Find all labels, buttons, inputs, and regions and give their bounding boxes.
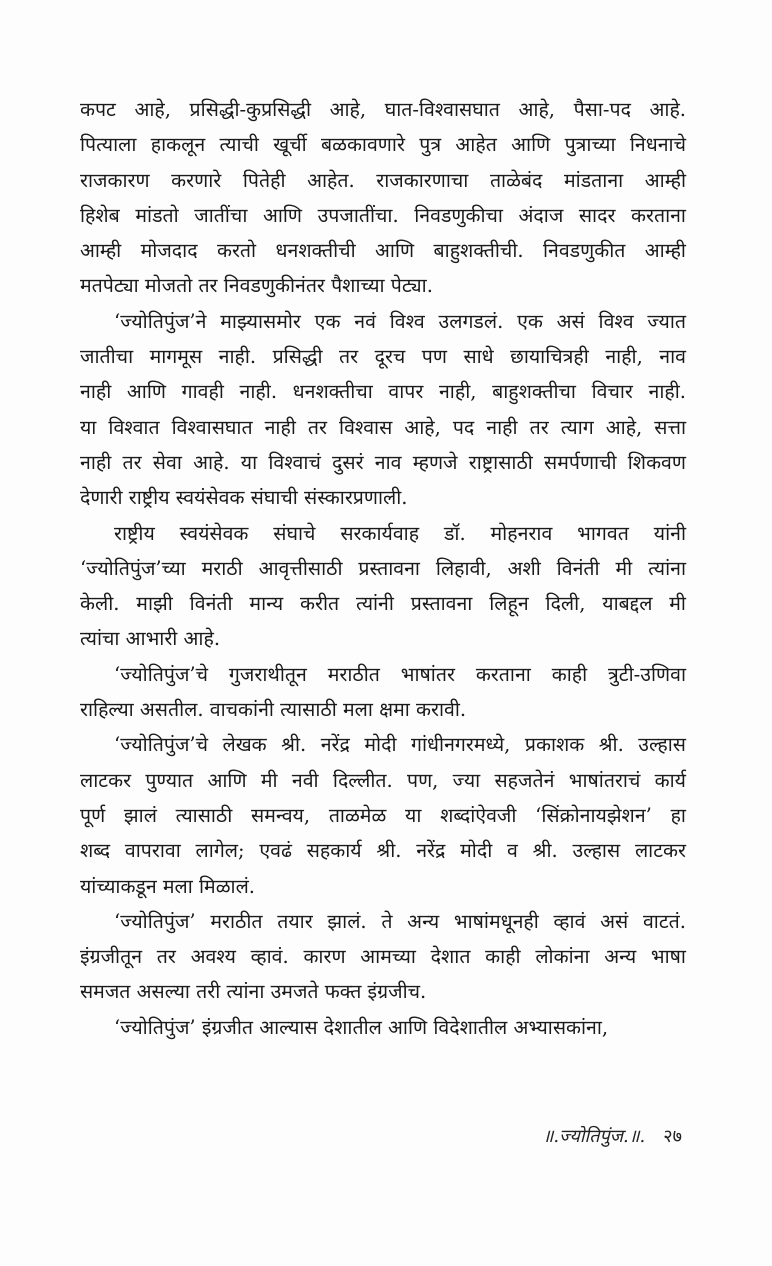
text-line: समजत असल्या तरी त्यांना उमजते फक्त इंग्रजीच. [80,980,427,1004]
body-text [80,92,686,1045]
text-line: लाटकर पुण्यात आणि मी नवी दिल्लीत. पण, ज्या सहजतेनं भाषांतराचं कार्य [80,768,686,792]
text-line: मतपेट्या मोजतो तर निवडणुकीनंतर पैशाच्या पेट्या. [80,274,433,298]
text-line: ‘ज्योतिपुंज’ मराठीत तयार झालं. ते अन्य भाषांमधूनही व्हावं असं वाटतं. [114,909,686,933]
text-line: केली. माझी विनंती मान्य करीत त्यांनी प्रस्तावना लिहून दिली, याबद्दल मी [80,592,686,616]
text-line: हिशेब मांडतो जातींचा आणि उपजातींचा. निवडणुकीचा अंदाज सादर करताना [80,203,686,227]
text-line: नाही तर सेवा आहे. या विश्वाचं दुसरं नाव म्हणजे राष्ट्रासाठी समर्पणाची शिकवण [80,450,686,474]
text-line: राष्ट्रीय स्वयंसेवक संघाचे सरकार्यवाह डॉ. मोहनराव भागवत यांनी [114,521,686,545]
text-line: या विश्वात विश्वासघात नाही तर विश्वास आहे, पद नाही तर त्याग आहे, सत्ता [80,415,686,439]
text-line: इंग्रजीतून तर अवश्य व्हावं. कारण आमच्या देशात काही लोकांना अन्य भाषा [80,945,686,969]
running-title: ॥.ज्योतिपुंज.॥. [542,1126,646,1147]
text-line: देणारी राष्ट्रीय स्वयंसेवक संघाची संस्कारप्रणाली. [80,486,408,510]
text-line: ‘ज्योतिपुंज’चे लेखक श्री. नरेंद्र मोदी गांधीनगरमध्ये, प्रकाशक श्री. उल्हास [114,733,686,757]
text-line: पित्याला हाकलून त्याची खूर्ची बळकावणारे पुत्र आहेत आणि पुत्राच्या निधनाचे [80,133,686,157]
text-line: जातीचा मागमूस नाही. प्रसिद्धी तर दूरच पण साधे छायाचित्रही नाही, नाव [80,345,686,369]
text-line: नाही आणि गावही नाही. धनशक्तीचा वापर नाही, बाहुशक्तीचा विचार नाही. [80,380,686,404]
text-line: पूर्ण झालं त्यासाठी समन्वय, ताळमेळ या शब्दांऐवजी ‘सिंक्रोनायझेशन’ हा [80,803,686,827]
text-line: कपट आहे, प्रसिद्धी-कुप्रसिद्धी आहे, घात-विश्वासघात आहे, पैसा-पद आहे. [80,98,686,121]
text-line: ‘ज्योतिपुंज’ने माझ्यासमोर एक नवं विश्व उलगडलं. एक असं विश्व ज्यात [114,309,686,333]
text-line: ‘ज्योतिपुंज’ इंग्रजीत आल्यास देशातील आणि विदेशातील अभ्यासकांना, [114,1015,609,1039]
text-line: आम्ही मोजदाद करतो धनशक्तीची आणि बाहुशक्तीची. निवडणुकीत आम्ही [80,239,686,263]
page-footer [543,1122,682,1152]
text-line: त्यांचा आभारी आहे. [80,627,221,651]
text-line: शब्द वापरावा लागेल; एवढं सहकार्य श्री. नरेंद्र मोदी व श्री. उल्हास लाटकर [80,839,686,863]
text-line: राहिल्या असतील. वाचकांनी त्यासाठी मला क्षमा करावी. [80,698,467,722]
text-line: ‘ज्योतिपुंज’चे गुजराथीतून मराठीत भाषांतर करताना काही त्रुटी-उणिवा [114,662,686,686]
page-number: २७ [663,1126,682,1147]
text-line: ‘ज्योतिपुंज’च्या मराठी आवृत्तीसाठी प्रस्तावना लिहावी, अशी विनंती मी त्यांना [80,556,686,580]
text-line: यांच्याकडून मला मिळालं. [80,874,256,898]
text-line: राजकारण करणारे पितेही आहेत. राजकारणाचा ताळेबंद मांडताना आम्ही [80,168,686,192]
